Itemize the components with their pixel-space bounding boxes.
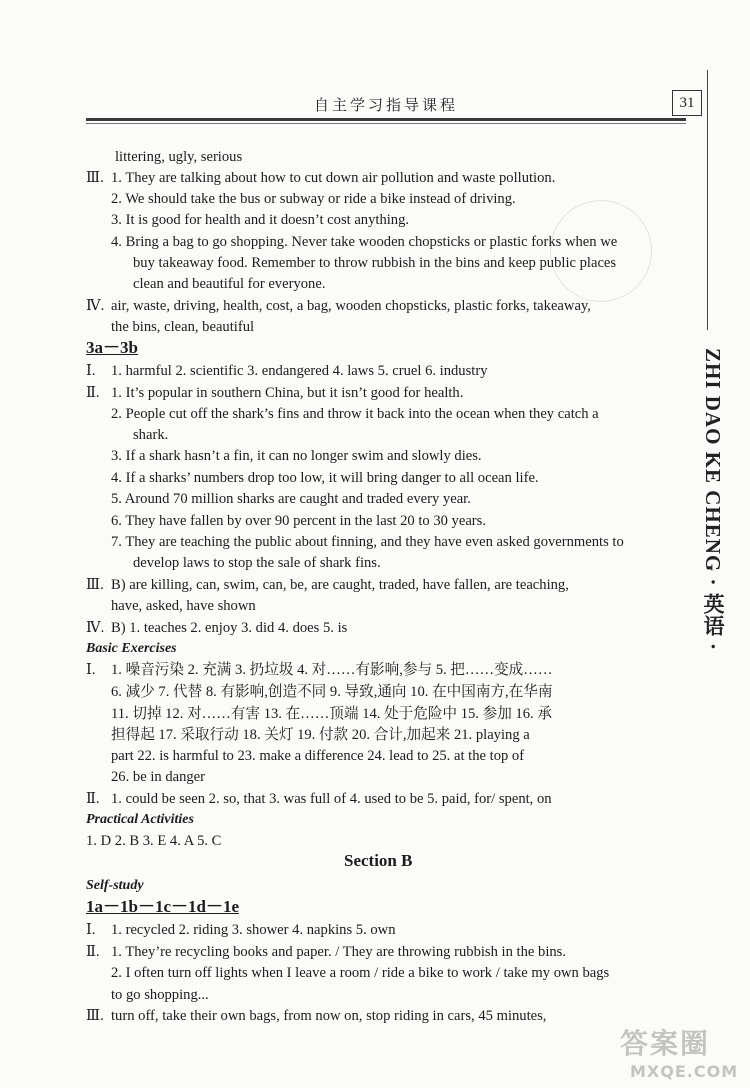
answer-line: 担得起 17. 采取行动 18. 关灯 19. 付款 20. 合计,加起来 21. playing a	[111, 727, 530, 743]
answer-line: 6. They have fallen by over 90 percent in the last 20 to 30 years.	[111, 513, 486, 529]
answer-line: 1. harmful 2. scientific 3. endangered 4. laws 5. cruel 6. industry	[111, 363, 488, 379]
answer-line: 2. We should take the bus or subway or ride a bike instead of driving.	[111, 191, 516, 207]
answer-line: 1. D 2. B 3. E 4. A 5. C	[86, 833, 222, 849]
answer-line: to go shopping...	[111, 987, 209, 1003]
item-numeral: Ⅲ.	[86, 1008, 104, 1024]
answer-line: 6. 减少 7. 代替 8. 有影响,创造不同 9. 导致,通向 10. 在中国南方,在华南	[111, 684, 553, 700]
answer-line: 1. could be seen 2. so, that 3. was full of 4. used to be 5. paid, for/ spent, on	[111, 791, 552, 807]
item-numeral: Ⅰ.	[86, 922, 96, 938]
subsection-heading: Self-study	[86, 878, 144, 893]
page-header	[86, 86, 700, 126]
answer-line: 11. 切掉 12. 对……有害 13. 在……顶端 14. 处于危险中 15. 参加 16. 承	[111, 706, 552, 722]
answer-line: 1. recycled 2. riding 3. shower 4. napkins 5. own	[111, 922, 396, 938]
section-heading: 1a－1b－1c－1d－1e	[86, 897, 239, 916]
side-label	[690, 348, 730, 688]
item-numeral: Ⅱ.	[86, 385, 100, 401]
item-numeral: Ⅳ.	[86, 298, 105, 314]
answer-line: littering, ugly, serious	[115, 149, 243, 165]
answer-line: develop laws to stop the sale of shark fins.	[133, 555, 381, 571]
answer-line: B) 1. teaches 2. enjoy 3. did 4. does 5. is	[111, 620, 348, 636]
item-numeral: Ⅱ.	[86, 944, 100, 960]
subsection-heading: Basic Exercises	[86, 641, 177, 656]
answer-line: 4. Bring a bag to go shopping. Never take wooden chopsticks or plastic forks when we	[111, 234, 618, 250]
answer-line: air, waste, driving, health, cost, a bag, wooden chopsticks, plastic forks, takeaway,	[111, 298, 591, 314]
answer-line: have, asked, have shown	[111, 598, 256, 614]
answer-line: 2. People cut off the shark’s fins and throw it back into the ocean when they catch a	[111, 406, 599, 422]
subsection-heading: Practical Activities	[86, 812, 194, 827]
page-number: 31	[672, 90, 702, 116]
item-numeral: Ⅲ.	[86, 170, 104, 186]
answer-line: 4. If a sharks’ numbers drop too low, it will bring danger to all ocean life.	[111, 470, 539, 486]
answer-line: B) are killing, can, swim, can, be, are caught, traded, have fallen, are teaching,	[111, 577, 569, 593]
item-numeral: Ⅱ.	[86, 791, 100, 807]
answer-line: the bins, clean, beautiful	[111, 319, 255, 335]
answer-line: buy takeaway food. Remember to throw rubbish in the bins and keep public places	[133, 255, 617, 271]
watermark-logo	[612, 1018, 742, 1084]
watermark-line1: 答案圈	[620, 1027, 711, 1060]
section-title: Section B	[344, 851, 413, 870]
side-label-text: ZHI DAO KE CHENG · 英语 ·	[701, 348, 725, 652]
watermark-line2: MXQE.COM	[630, 1062, 739, 1081]
answer-line: 5. Around 70 million sharks are caught and traded every year.	[111, 491, 471, 507]
answer-line: 3. If a shark hasn’t a fin, it can no longer swim and slowly dies.	[111, 448, 482, 464]
answer-line: shark.	[133, 427, 169, 443]
answer-line: turn off, take their own bags, from now on, stop riding in cars, 45 minutes,	[111, 1008, 547, 1024]
item-numeral: Ⅳ.	[86, 620, 105, 636]
answer-line: 7. They are teaching the public about finning, and they have even asked governments to	[111, 534, 624, 550]
answer-line: 1. They are talking about how to cut down air pollution and waste pollution.	[111, 170, 556, 186]
item-numeral: Ⅰ.	[86, 662, 96, 678]
header-rule-thin	[86, 123, 686, 124]
header-title: 自主学习指导课程	[314, 96, 459, 114]
side-divider	[707, 70, 708, 330]
answer-line: 2. I often turn off lights when I leave a room / ride a bike to work / take my own bags	[111, 965, 610, 981]
answer-line: 1. 噪音污染 2. 充满 3. 扔垃圾 4. 对……有影响,参与 5. 把……变成……	[111, 662, 553, 678]
item-numeral: Ⅲ.	[86, 577, 104, 593]
answer-line: part 22. is harmful to 23. make a difference 24. lead to 25. at the top of	[111, 748, 525, 764]
section-heading: 3a－3b	[86, 338, 138, 357]
answer-line: 1. They’re recycling books and paper. / They are throwing rubbish in the bins.	[111, 944, 566, 960]
item-numeral: Ⅰ.	[86, 363, 96, 379]
answer-line: clean and beautiful for everyone.	[133, 276, 326, 292]
answer-line: 1. It’s popular in southern China, but it isn’t good for health.	[111, 385, 464, 401]
header-rule	[86, 118, 686, 121]
answer-line: 26. be in danger	[111, 769, 206, 785]
answer-line: 3. It is good for health and it doesn’t cost anything.	[111, 212, 410, 228]
